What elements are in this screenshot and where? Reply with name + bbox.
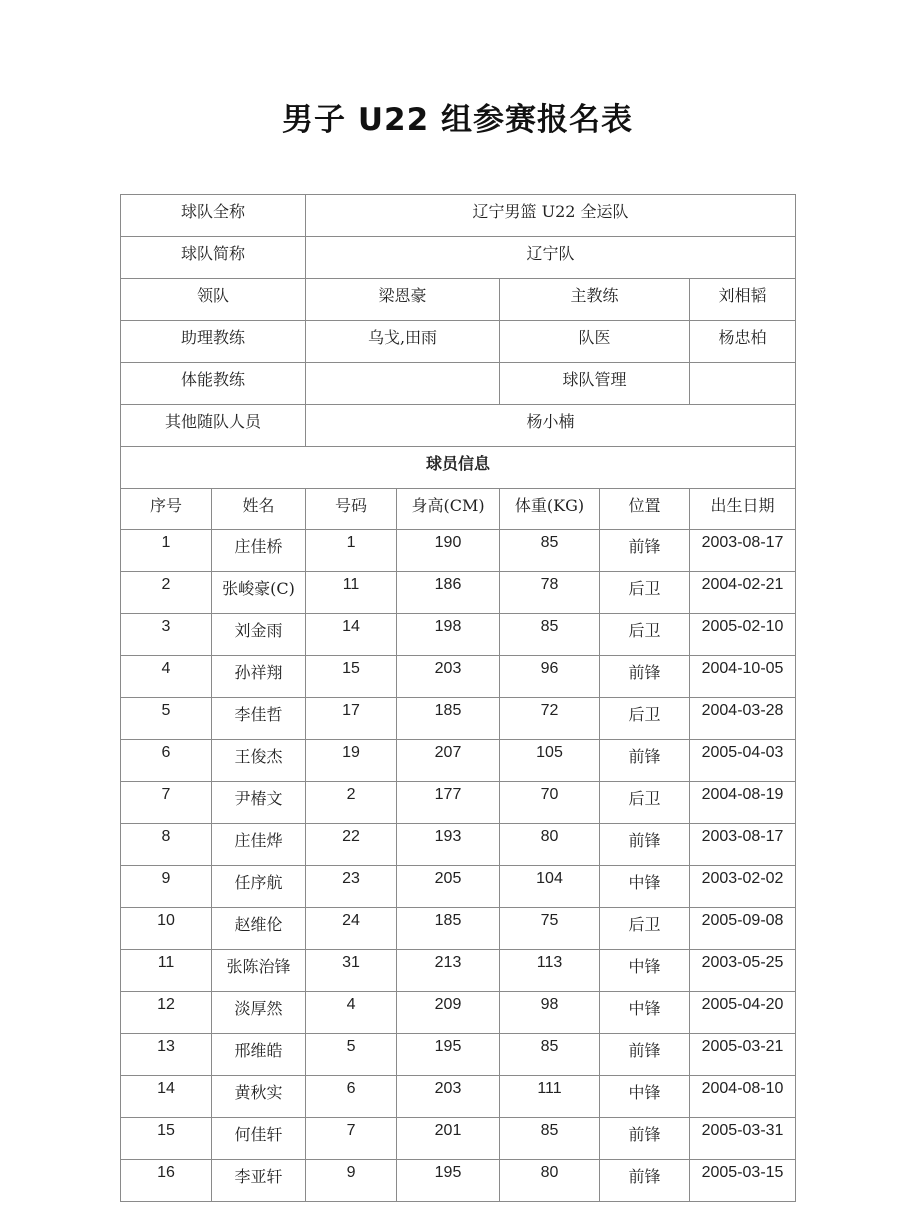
table-row — [121, 908, 796, 950]
player-seq: 13 — [121, 1034, 212, 1076]
player-birth-date: 2005-03-15 — [690, 1160, 796, 1202]
player-height: 209 — [397, 992, 500, 1034]
team-short-name-value: 辽宁队 — [306, 237, 796, 279]
player-name: 庄佳桥 — [212, 530, 306, 572]
head-coach-label: 主教练 — [500, 279, 690, 321]
team-doctor-label: 队医 — [500, 321, 690, 363]
player-weight: 85 — [500, 1118, 600, 1160]
player-position: 后卫 — [600, 698, 690, 740]
player-name: 任序航 — [212, 866, 306, 908]
player-name: 李亚轩 — [212, 1160, 306, 1202]
player-position: 前锋 — [600, 1034, 690, 1076]
player-seq: 11 — [121, 950, 212, 992]
table-row — [121, 530, 796, 572]
player-weight: 85 — [500, 1034, 600, 1076]
player-birth-date: 2005-02-10 — [690, 614, 796, 656]
team-short-name-label: 球队简称 — [121, 237, 306, 279]
player-weight: 111 — [500, 1076, 600, 1118]
column-header: 体重(KG) — [500, 489, 600, 530]
players-section-row — [121, 447, 796, 489]
player-jersey-number: 4 — [306, 992, 397, 1034]
player-weight: 75 — [500, 908, 600, 950]
player-seq: 7 — [121, 782, 212, 824]
column-header: 位置 — [600, 489, 690, 530]
table-row — [121, 1076, 796, 1118]
player-jersey-number: 24 — [306, 908, 397, 950]
table-row — [121, 1160, 796, 1202]
assistant-coach-value: 乌戈,田雨 — [306, 321, 500, 363]
column-header: 出生日期 — [690, 489, 796, 530]
player-weight: 96 — [500, 656, 600, 698]
player-name: 张陈治锋 — [212, 950, 306, 992]
player-weight: 113 — [500, 950, 600, 992]
table-row — [121, 614, 796, 656]
player-position: 前锋 — [600, 1118, 690, 1160]
player-position: 中锋 — [600, 1076, 690, 1118]
table-row — [121, 656, 796, 698]
player-birth-date: 2003-05-25 — [690, 950, 796, 992]
registration-form-table — [120, 194, 796, 1202]
player-position: 后卫 — [600, 782, 690, 824]
assistant-row — [121, 321, 796, 363]
player-birth-date: 2003-08-17 — [690, 530, 796, 572]
column-header: 姓名 — [212, 489, 306, 530]
player-weight: 85 — [500, 614, 600, 656]
player-name: 庄佳烨 — [212, 824, 306, 866]
player-height: 185 — [397, 698, 500, 740]
player-position: 中锋 — [600, 866, 690, 908]
player-seq: 14 — [121, 1076, 212, 1118]
fitness-row — [121, 363, 796, 405]
player-name: 邢维皓 — [212, 1034, 306, 1076]
player-seq: 15 — [121, 1118, 212, 1160]
player-birth-date: 2003-08-17 — [690, 824, 796, 866]
player-weight: 70 — [500, 782, 600, 824]
player-jersey-number: 11 — [306, 572, 397, 614]
player-weight: 104 — [500, 866, 600, 908]
player-height: 177 — [397, 782, 500, 824]
team-short-name-row — [121, 237, 796, 279]
page-title: 男子 U22 组参赛报名表 — [282, 102, 633, 138]
player-position: 前锋 — [600, 740, 690, 782]
table-row — [121, 992, 796, 1034]
player-height: 193 — [397, 824, 500, 866]
player-jersey-number: 5 — [306, 1034, 397, 1076]
table-row — [121, 824, 796, 866]
player-jersey-number: 22 — [306, 824, 397, 866]
player-position: 前锋 — [600, 530, 690, 572]
table-row — [121, 866, 796, 908]
player-weight: 72 — [500, 698, 600, 740]
fitness-coach-value — [306, 363, 500, 405]
player-seq: 4 — [121, 656, 212, 698]
team-full-name-row — [121, 195, 796, 237]
player-position: 前锋 — [600, 1160, 690, 1202]
player-birth-date: 2004-02-21 — [690, 572, 796, 614]
leader-label: 领队 — [121, 279, 306, 321]
player-jersey-number: 1 — [306, 530, 397, 572]
table-row — [121, 950, 796, 992]
player-name: 王俊杰 — [212, 740, 306, 782]
player-birth-date: 2003-02-02 — [690, 866, 796, 908]
player-name: 淡厚然 — [212, 992, 306, 1034]
player-position: 中锋 — [600, 992, 690, 1034]
players-section-heading: 球员信息 — [121, 447, 796, 489]
team-manager-value — [690, 363, 796, 405]
player-seq: 6 — [121, 740, 212, 782]
player-name: 尹椿文 — [212, 782, 306, 824]
column-header: 号码 — [306, 489, 397, 530]
team-full-name-label: 球队全称 — [121, 195, 306, 237]
player-name: 张峻豪(C) — [212, 572, 306, 614]
others-row — [121, 405, 796, 447]
player-birth-date: 2004-10-05 — [690, 656, 796, 698]
player-jersey-number: 7 — [306, 1118, 397, 1160]
player-height: 186 — [397, 572, 500, 614]
table-row — [121, 782, 796, 824]
player-height: 201 — [397, 1118, 500, 1160]
column-header: 身高(CM) — [397, 489, 500, 530]
player-position: 后卫 — [600, 572, 690, 614]
player-height: 195 — [397, 1160, 500, 1202]
player-position: 后卫 — [600, 908, 690, 950]
other-staff-label: 其他随队人员 — [121, 405, 306, 447]
team-manager-label: 球队管理 — [500, 363, 690, 405]
player-seq: 10 — [121, 908, 212, 950]
team-full-name-value: 辽宁男篮 U22 全运队 — [306, 195, 796, 237]
player-height: 203 — [397, 1076, 500, 1118]
assistant-coach-label: 助理教练 — [121, 321, 306, 363]
player-seq: 3 — [121, 614, 212, 656]
player-jersey-number: 6 — [306, 1076, 397, 1118]
player-weight: 105 — [500, 740, 600, 782]
player-jersey-number: 17 — [306, 698, 397, 740]
player-jersey-number: 15 — [306, 656, 397, 698]
player-birth-date: 2005-03-31 — [690, 1118, 796, 1160]
player-height: 207 — [397, 740, 500, 782]
player-weight: 98 — [500, 992, 600, 1034]
table-row — [121, 1118, 796, 1160]
player-seq: 16 — [121, 1160, 212, 1202]
player-position: 前锋 — [600, 656, 690, 698]
player-position: 后卫 — [600, 614, 690, 656]
player-seq: 8 — [121, 824, 212, 866]
player-height: 195 — [397, 1034, 500, 1076]
player-weight: 85 — [500, 530, 600, 572]
player-birth-date: 2005-09-08 — [690, 908, 796, 950]
player-jersey-number: 9 — [306, 1160, 397, 1202]
player-jersey-number: 2 — [306, 782, 397, 824]
player-height: 203 — [397, 656, 500, 698]
fitness-coach-label: 体能教练 — [121, 363, 306, 405]
player-weight: 78 — [500, 572, 600, 614]
player-height: 190 — [397, 530, 500, 572]
leader-row — [121, 279, 796, 321]
player-birth-date: 2004-08-10 — [690, 1076, 796, 1118]
player-name: 刘金雨 — [212, 614, 306, 656]
player-seq: 9 — [121, 866, 212, 908]
column-header: 序号 — [121, 489, 212, 530]
player-name: 黄秋实 — [212, 1076, 306, 1118]
player-birth-date: 2005-03-21 — [690, 1034, 796, 1076]
player-name: 孙祥翔 — [212, 656, 306, 698]
player-birth-date: 2004-03-28 — [690, 698, 796, 740]
player-name: 何佳轩 — [212, 1118, 306, 1160]
player-weight: 80 — [500, 1160, 600, 1202]
leader-value: 梁恩豪 — [306, 279, 500, 321]
other-staff-value: 杨小楠 — [306, 405, 796, 447]
player-height: 198 — [397, 614, 500, 656]
player-seq: 12 — [121, 992, 212, 1034]
player-seq: 5 — [121, 698, 212, 740]
player-birth-date: 2004-08-19 — [690, 782, 796, 824]
player-height: 205 — [397, 866, 500, 908]
table-row — [121, 740, 796, 782]
players-header-row — [121, 489, 796, 530]
player-position: 中锋 — [600, 950, 690, 992]
player-seq: 2 — [121, 572, 212, 614]
player-jersey-number: 19 — [306, 740, 397, 782]
player-birth-date: 2005-04-20 — [690, 992, 796, 1034]
player-position: 前锋 — [600, 824, 690, 866]
player-birth-date: 2005-04-03 — [690, 740, 796, 782]
player-height: 185 — [397, 908, 500, 950]
head-coach-value: 刘相韬 — [690, 279, 796, 321]
player-seq: 1 — [121, 530, 212, 572]
player-weight: 80 — [500, 824, 600, 866]
table-row — [121, 572, 796, 614]
table-row — [121, 1034, 796, 1076]
player-jersey-number: 14 — [306, 614, 397, 656]
player-jersey-number: 31 — [306, 950, 397, 992]
player-jersey-number: 23 — [306, 866, 397, 908]
player-name: 李佳哲 — [212, 698, 306, 740]
team-doctor-value: 杨忠柏 — [690, 321, 796, 363]
player-height: 213 — [397, 950, 500, 992]
table-row — [121, 698, 796, 740]
player-name: 赵维伦 — [212, 908, 306, 950]
